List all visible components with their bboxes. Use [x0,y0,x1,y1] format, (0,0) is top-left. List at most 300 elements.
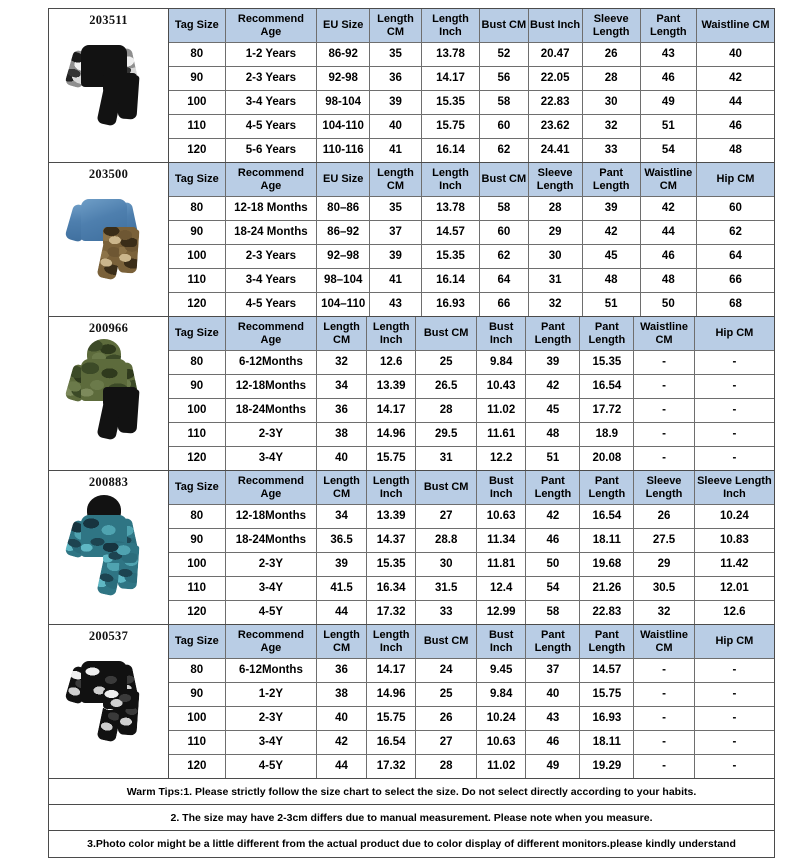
table-cell: 48 [640,269,696,293]
table-cell: 1-2Y [225,683,317,707]
table-header-row [169,163,774,197]
table-cell: 19.29 [580,755,634,779]
size-table-block [49,9,774,163]
table-cell: 12.2 [476,447,526,471]
product-cell [49,625,169,778]
table-cell: 4-5Y [225,755,317,779]
table-cell: 11.02 [476,399,526,423]
table-cell: 30 [582,91,640,115]
table-cell: 3-4 Years [225,269,317,293]
column-header: Length Inch [421,163,479,197]
column-header: Length Inch [366,317,416,351]
product-cell [49,317,169,470]
table-cell: 39 [370,91,422,115]
table-row [169,351,774,375]
table-cell: - [694,755,774,779]
table-cell: 90 [169,221,225,245]
table-cell: 9.45 [476,659,526,683]
table-row [169,577,774,601]
size-table-wrapper [169,317,774,470]
table-cell: 36 [317,659,367,683]
table-cell: 44 [317,601,367,625]
table-cell: 18.11 [580,529,634,553]
table-cell: 30.5 [634,577,694,601]
table-cell: 12.4 [476,577,526,601]
column-header: Pant Length [640,9,696,43]
product-sku: 200537 [88,629,129,643]
table-cell: - [634,399,694,423]
table-cell: 80 [169,43,225,67]
table-cell: 18-24Months [225,399,317,423]
table-cell: 42 [526,505,580,529]
table-cell: 14.37 [366,529,416,553]
table-cell: 29 [528,221,582,245]
column-header: Sleeve Length [582,9,640,43]
column-header: Hip CM [694,317,774,351]
table-cell: 49 [526,755,580,779]
table-cell: 14.17 [421,67,479,91]
table-cell: 18-24 Months [225,221,317,245]
table-cell: 39 [526,351,580,375]
table-cell: 66 [696,269,774,293]
table-cell: 28 [416,755,476,779]
table-cell: 3-4Y [225,731,317,755]
table-cell: 32 [317,351,367,375]
green-camo-hoodie-black-pants-photo [57,337,161,449]
column-header: Recommend Age [225,625,317,659]
table-cell: 16.34 [366,577,416,601]
table-cell: 39 [317,553,367,577]
table-cell: 45 [582,245,640,269]
size-chart-frame [48,8,775,858]
table-cell: 42 [640,197,696,221]
table-cell: 12.6 [694,601,774,625]
table-cell: 120 [169,601,225,625]
table-cell: - [634,659,694,683]
column-header: Bust Inch [476,625,526,659]
column-header: Bust CM [416,317,476,351]
column-header: Pant Length [526,625,580,659]
table-cell: 80 [169,197,225,221]
table-cell: 4-5 Years [225,293,317,317]
table-header-row [169,317,774,351]
table-row [169,43,774,67]
column-header: Bust Inch [528,9,582,43]
table-cell: 35 [370,197,422,221]
table-cell: 42 [582,221,640,245]
table-cell: 100 [169,245,225,269]
table-cell: 98–104 [317,269,370,293]
column-header: Length CM [370,9,422,43]
table-cell: 30 [528,245,582,269]
column-header: Bust CM [480,163,529,197]
table-cell: 15.35 [421,91,479,115]
table-cell: 35 [370,43,422,67]
black-camo-sleeve-outfit-photo [57,29,161,141]
table-cell: 9.84 [476,683,526,707]
product-sku: 203500 [88,167,129,181]
table-cell: 17.32 [366,601,416,625]
teal-camo-hoodie-set-photo [57,491,161,603]
table-cell: 46 [696,115,774,139]
column-header: Waistline CM [634,625,694,659]
table-row [169,221,774,245]
table-cell: 37 [370,221,422,245]
product-cell [49,9,169,162]
table-cell: - [694,351,774,375]
table-cell: - [694,447,774,471]
table-cell: 42 [526,375,580,399]
table-cell: 12-18Months [225,505,317,529]
table-cell: 13.78 [421,197,479,221]
table-cell: - [694,731,774,755]
table-cell: 45 [526,399,580,423]
table-cell: 26 [582,43,640,67]
table-cell: 2-3Y [225,707,317,731]
table-cell: 39 [370,245,422,269]
table-cell: 100 [169,91,225,115]
table-cell: 120 [169,293,225,317]
table-cell: 64 [696,245,774,269]
table-cell: 6-12Months [225,351,317,375]
table-row [169,269,774,293]
table-cell: 31 [528,269,582,293]
column-header: Bust Inch [476,471,526,505]
size-table-wrapper [169,471,774,624]
table-cell: 17.32 [366,755,416,779]
column-header: Hip CM [696,163,774,197]
table-cell: 100 [169,399,225,423]
table-cell: 41 [370,139,422,163]
table-cell: 43 [640,43,696,67]
column-header: Bust Inch [476,317,526,351]
table-cell: 16.93 [580,707,634,731]
table-cell: 14.17 [366,659,416,683]
table-cell: 11.42 [694,553,774,577]
table-cell: 80 [169,351,225,375]
size-table-wrapper [169,625,774,778]
product-cell [49,163,169,316]
table-cell: 12.01 [694,577,774,601]
size-table-blocks [49,9,774,779]
table-cell: 58 [480,91,529,115]
table-row [169,505,774,529]
table-cell: 3-4Y [225,577,317,601]
table-cell: 15.35 [580,351,634,375]
table-cell: 14.96 [366,423,416,447]
table-cell: 92–98 [317,245,370,269]
table-cell: 68 [696,293,774,317]
column-header: Sleeve Length Inch [694,471,774,505]
table-cell: 29 [634,553,694,577]
table-cell: 28 [582,67,640,91]
table-row [169,707,774,731]
table-cell: 36.5 [317,529,367,553]
gray-camo-set-photo [57,645,161,757]
table-cell: 28 [528,197,582,221]
table-row [169,91,774,115]
warm-tip-row: Warm Tips:1. Please strictly follow the size chart to select the size. Do not select directly according to your habits. [49,779,774,805]
column-header: Recommend Age [225,9,317,43]
table-cell: 20.47 [528,43,582,67]
table-cell: 26.5 [416,375,476,399]
table-cell: 15.75 [421,115,479,139]
table-cell: 22.05 [528,67,582,91]
table-header-row [169,625,774,659]
table-cell: 5-6 Years [225,139,317,163]
product-cell [49,471,169,624]
table-cell: 56 [480,67,529,91]
table-cell: 60 [480,221,529,245]
table-cell: 42 [696,67,774,91]
column-header: Sleeve Length [528,163,582,197]
column-header: Waistline CM [634,317,694,351]
table-cell: 33 [416,601,476,625]
table-cell: 23.62 [528,115,582,139]
table-cell: 62 [696,221,774,245]
table-cell: 50 [526,553,580,577]
column-header: Length Inch [421,9,479,43]
table-cell: 54 [526,577,580,601]
table-cell: 41.5 [317,577,367,601]
table-cell: 90 [169,375,225,399]
table-cell: 43 [370,293,422,317]
column-header: Tag Size [169,317,225,351]
table-cell: 12-18Months [225,375,317,399]
column-header: Bust CM [416,471,476,505]
column-header: Length CM [317,625,367,659]
table-row [169,447,774,471]
table-cell: - [634,351,694,375]
table-row [169,245,774,269]
warm-tips-section [49,779,774,857]
table-cell: 110 [169,423,225,447]
table-cell: 58 [526,601,580,625]
table-cell: 104–110 [317,293,370,317]
product-sku: 200883 [88,475,129,489]
table-cell: 44 [317,755,367,779]
table-cell: 37 [526,659,580,683]
table-cell: 11.02 [476,755,526,779]
table-cell: 31 [416,447,476,471]
table-cell: 51 [640,115,696,139]
table-cell: 120 [169,447,225,471]
table-cell: 40 [696,43,774,67]
table-cell: 48 [526,423,580,447]
table-cell: 86–92 [317,221,370,245]
table-cell: - [694,399,774,423]
table-cell: 90 [169,67,225,91]
table-cell: 58 [480,197,529,221]
table-cell: 51 [526,447,580,471]
table-row [169,601,774,625]
table-cell: 52 [480,43,529,67]
table-cell: 51 [582,293,640,317]
table-cell: 110 [169,577,225,601]
column-header: Length Inch [366,471,416,505]
table-cell: - [634,755,694,779]
column-header: Sleeve Length [634,471,694,505]
table-cell: - [634,423,694,447]
table-cell: 40 [526,683,580,707]
table-cell: 12-18 Months [225,197,317,221]
table-cell: 32 [528,293,582,317]
table-cell: - [694,423,774,447]
size-table-block [49,471,774,625]
table-cell: 16.14 [421,139,479,163]
table-row [169,731,774,755]
table-cell: 100 [169,553,225,577]
table-cell: 34 [317,505,367,529]
table-cell: 90 [169,529,225,553]
table-row [169,139,774,163]
table-cell: 66 [480,293,529,317]
table-cell: 18.11 [580,731,634,755]
table-cell: 32 [634,601,694,625]
table-cell: 110 [169,115,225,139]
table-cell: - [634,731,694,755]
column-header: Waistline CM [640,163,696,197]
table-cell: 3-4 Years [225,91,317,115]
column-header: Pant Length [580,625,634,659]
table-cell: 14.57 [580,659,634,683]
table-cell: 16.14 [421,269,479,293]
table-cell: 1-2 Years [225,43,317,67]
table-cell: 110 [169,269,225,293]
table-cell: 11.34 [476,529,526,553]
table-row [169,115,774,139]
column-header: Recommend Age [225,317,317,351]
table-cell: 110 [169,731,225,755]
table-cell: 16.54 [580,375,634,399]
size-table-block [49,625,774,779]
table-cell: 18-24Months [225,529,317,553]
table-cell: 30 [416,553,476,577]
table-cell: - [694,707,774,731]
table-cell: 16.93 [421,293,479,317]
table-cell: 28 [416,399,476,423]
table-cell: 26 [416,707,476,731]
table-cell: 31.5 [416,577,476,601]
table-cell: 40 [317,707,367,731]
table-cell: 49 [640,91,696,115]
table-cell: 11.81 [476,553,526,577]
table-cell: 6-12Months [225,659,317,683]
table-cell: 10.63 [476,505,526,529]
table-cell: 15.75 [366,707,416,731]
table-cell: 62 [480,139,529,163]
table-cell: 80 [169,659,225,683]
column-header: Bust CM [480,9,529,43]
table-cell: 27 [416,505,476,529]
column-header: Recommend Age [225,471,317,505]
table-cell: 24.41 [528,139,582,163]
table-cell: 50 [640,293,696,317]
table-cell: 10.24 [694,505,774,529]
table-cell: 62 [480,245,529,269]
table-cell: - [634,447,694,471]
size-table-wrapper [169,9,774,162]
table-cell: 13.39 [366,375,416,399]
table-cell: 4-5Y [225,601,317,625]
table-cell: 120 [169,755,225,779]
table-cell: 12.6 [366,351,416,375]
size-table [169,471,774,624]
table-cell: - [694,683,774,707]
table-cell: 48 [696,139,774,163]
table-cell: 44 [696,91,774,115]
table-cell: - [634,683,694,707]
table-cell: - [634,375,694,399]
product-sku: 203511 [89,13,128,27]
table-cell: 13.78 [421,43,479,67]
table-cell: 120 [169,139,225,163]
table-cell: - [694,375,774,399]
table-cell: 2-3 Years [225,67,317,91]
table-cell: 16.54 [580,505,634,529]
table-cell: 110-116 [317,139,370,163]
column-header: Length CM [370,163,422,197]
table-cell: 10.83 [694,529,774,553]
table-cell: 36 [317,399,367,423]
table-row [169,399,774,423]
table-cell: 54 [640,139,696,163]
table-cell: 22.83 [528,91,582,115]
table-cell: 43 [526,707,580,731]
column-header: EU Size [317,163,370,197]
table-cell: 21.26 [580,577,634,601]
table-header-row [169,9,774,43]
product-sku: 200966 [88,321,129,335]
table-cell: 3-4Y [225,447,317,471]
table-cell: 26 [634,505,694,529]
size-table-block [49,163,774,317]
table-row [169,659,774,683]
table-cell: 38 [317,683,367,707]
size-table [169,317,774,470]
table-cell: 46 [640,67,696,91]
table-cell: 34 [317,375,367,399]
table-cell: 17.72 [580,399,634,423]
warm-tip-row: 2. The size may have 2-3cm differs due to manual measurement. Please note when you measure. [49,805,774,831]
table-cell: 18.9 [580,423,634,447]
column-header: Length Inch [366,625,416,659]
table-cell: 2-3Y [225,423,317,447]
table-cell: 98-104 [317,91,370,115]
denim-shirt-camo-pants-photo [57,183,161,295]
table-cell: 33 [582,139,640,163]
table-cell: 46 [640,245,696,269]
table-cell: 10.43 [476,375,526,399]
table-cell: 22.83 [580,601,634,625]
table-cell: 25 [416,683,476,707]
table-cell: 15.35 [421,245,479,269]
table-cell: 27.5 [634,529,694,553]
table-cell: 4-5 Years [225,115,317,139]
size-table-wrapper [169,163,774,316]
table-cell: 46 [526,529,580,553]
table-cell: 15.35 [366,553,416,577]
column-header: Waistline CM [696,9,774,43]
table-cell: 2-3Y [225,553,317,577]
table-row [169,197,774,221]
table-cell: 44 [640,221,696,245]
column-header: Pant Length [580,317,634,351]
table-cell: 11.61 [476,423,526,447]
table-row [169,67,774,91]
table-cell: 90 [169,683,225,707]
table-cell: 10.63 [476,731,526,755]
